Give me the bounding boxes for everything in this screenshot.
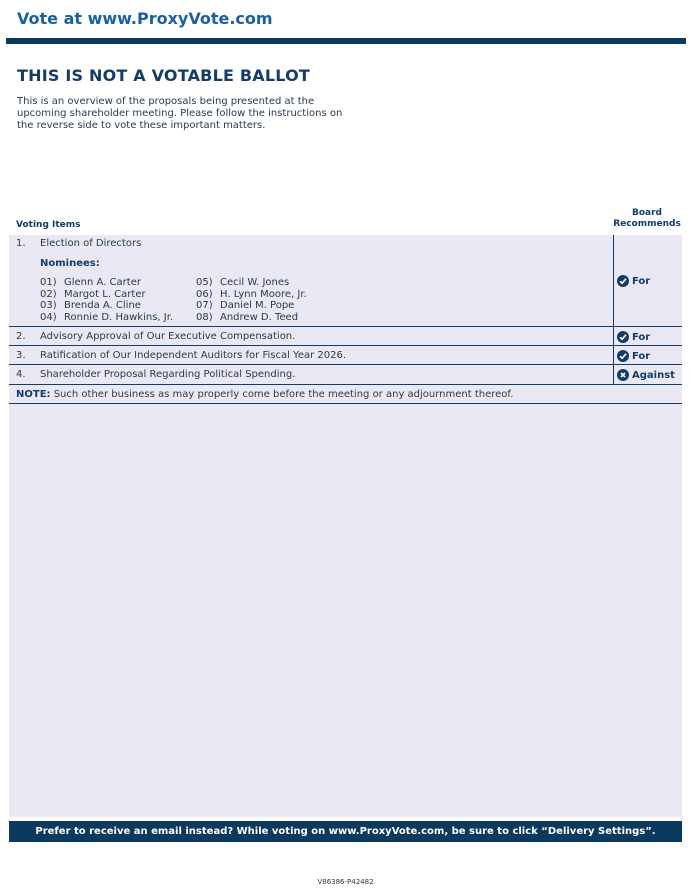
recommendation-for bbox=[617, 275, 650, 287]
footer-banner bbox=[9, 821, 682, 842]
nominee bbox=[40, 312, 173, 324]
board-header-line1: Board bbox=[632, 208, 662, 218]
board-header-line2: Recommends bbox=[613, 219, 681, 229]
recommendation-for bbox=[617, 350, 650, 362]
nominee-number: 02) bbox=[40, 289, 57, 300]
item-text: Election of Directors bbox=[40, 238, 142, 249]
page-title: THIS IS NOT A VOTABLE BALLOT bbox=[17, 66, 310, 85]
recommendation-label: Against bbox=[632, 369, 675, 381]
nominee-number: 06) bbox=[196, 289, 213, 300]
nominee-number: 07) bbox=[196, 300, 213, 311]
recommendation-label: For bbox=[632, 275, 651, 287]
board-recommends-header bbox=[612, 208, 682, 230]
nominee bbox=[196, 300, 294, 312]
row-divider bbox=[9, 364, 682, 365]
nominee-name: Glenn A. Carter bbox=[64, 277, 141, 288]
nominee-name: Margot L. Carter bbox=[64, 289, 146, 300]
nominee-number: 05) bbox=[196, 277, 213, 288]
recommendation-label: For bbox=[632, 331, 651, 343]
nominee bbox=[40, 300, 141, 312]
nominee-name: H. Lynn Moore, Jr. bbox=[220, 289, 307, 300]
nominee-name: Andrew D. Teed bbox=[220, 312, 299, 323]
intro-text: This is an overview of the proposals being presented at the upcoming shareholder meeting. Please follow the instructions on the reverse side to vote these important matters. bbox=[17, 96, 343, 131]
site-title: Vote at www.ProxyVote.com bbox=[17, 9, 273, 28]
item-number: 3. bbox=[16, 350, 26, 361]
nominee-number: 01) bbox=[40, 277, 57, 288]
nominee-number: 08) bbox=[196, 312, 213, 323]
nominee bbox=[196, 289, 307, 301]
item-text: Ratification of Our Independent Auditors for Fiscal Year 2026. bbox=[40, 350, 347, 361]
footer-text: Prefer to receive an email instead? While voting on www.ProxyVote.com, be sure to click “Delivery Settings”. bbox=[35, 826, 656, 837]
note-label: NOTE: bbox=[16, 389, 51, 400]
item-text: Shareholder Proposal Regarding Political Spending. bbox=[40, 369, 296, 380]
note bbox=[16, 389, 513, 400]
nominee bbox=[196, 277, 289, 289]
x-circle-icon bbox=[617, 369, 629, 381]
voting-items-header: Voting Items bbox=[16, 220, 81, 230]
check-circle-icon bbox=[617, 350, 629, 362]
nominee-name: Cecil W. Jones bbox=[220, 277, 290, 288]
nominee bbox=[40, 277, 141, 289]
nominee-name: Brenda A. Cline bbox=[64, 300, 141, 311]
row-divider bbox=[9, 403, 682, 404]
nominee-number: 04) bbox=[40, 312, 57, 323]
recommendation-against bbox=[617, 369, 675, 381]
recommendation-for bbox=[617, 331, 650, 343]
row-divider bbox=[9, 384, 682, 385]
item-text: Advisory Approval of Our Executive Compensation. bbox=[40, 331, 296, 342]
nominee-number: 03) bbox=[40, 300, 57, 311]
row-divider bbox=[9, 345, 682, 346]
column-divider bbox=[613, 235, 614, 384]
document-code: V86386-P42482 bbox=[317, 878, 374, 886]
note-text: Such other business as may properly come before the meeting or any adjournment thereof. bbox=[50, 389, 514, 400]
check-circle-icon bbox=[617, 275, 629, 287]
nominee-name: Daniel M. Pope bbox=[220, 300, 295, 311]
nominees-label: Nominees: bbox=[40, 258, 100, 269]
header-rule bbox=[6, 38, 686, 44]
item-number: 1. bbox=[16, 238, 26, 249]
check-circle-icon bbox=[617, 331, 629, 343]
row-divider bbox=[9, 326, 682, 327]
item-number: 2. bbox=[16, 331, 26, 342]
nominee bbox=[40, 289, 146, 301]
nominee-name: Ronnie D. Hawkins, Jr. bbox=[64, 312, 174, 323]
item-number: 4. bbox=[16, 369, 26, 380]
recommendation-label: For bbox=[632, 350, 651, 362]
nominee bbox=[196, 312, 298, 324]
